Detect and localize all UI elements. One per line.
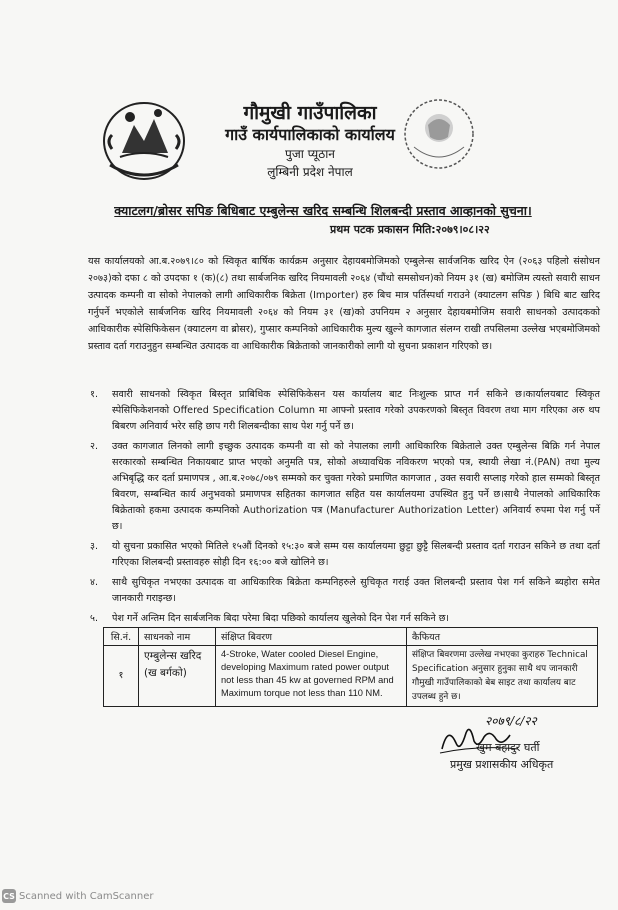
government-emblem-icon	[100, 95, 188, 183]
cell-sn: १	[104, 646, 139, 707]
list-item	[88, 539, 600, 571]
org-name: गौमुखी गाउँपालिका	[243, 102, 377, 124]
column-header-name: साधनको नाम	[139, 628, 216, 646]
office-province: लुम्बिनी प्रदेश नेपाल	[267, 165, 353, 179]
signature-date: २०७९/८/२२	[485, 714, 537, 728]
intro-paragraph: यस कार्यालयको आ.ब.२०७९।८० को स्विकृत बार्षिक कार्यक्रम अनुसार देहायबमोजिमको एम्बुलेन्स सार्वजनिक खरिद ऐन (२०६३ पहिलो संसोधन २०७३)को दफा ८ को उपदफा १ (क)(८) तथा सार्बजनिक खरिद नियमावली २०६४ (चौंथो समसोधन)को नियम ३१ (ख) बमोजिम त्यस्तो सवारी साधन उत्पादक कम्पनी वा सोको नेपालको लागी आधिकारीक बिक्रेता (Importer) हरु बिच मात्र पर्तिस्पर्धा गराउने (क्याटलग सपिङ ) बिधि बाट खरिद गर्नुपर्ने भएकोले सार्बजनिक खरिद नियमावली २०६४ को नियम ३१ (ख)को उपनियम २ अनुसार देहायबमोजिम सवारी साधनको उत्पादकको आधिकारीक स्पेसिफिकेसन (क्याटलग वा ब्रोसर), गुप्सार कम्पनिको आधिकारीक मुल्य खुल्ने कागजात संलग्न राखी तपसिलमा उल्लेख भएबमोजिमको प्रस्ताव दर्ता गराउनुहुन सम्बन्धित उत्पादक वा आधिकारीक बिक्रेताको जानकारीको लागी यो सुचना प्रकाशन गरिएको छ।	[88, 256, 600, 352]
ambulance-spec-table	[103, 627, 598, 707]
conditions-list	[88, 387, 600, 631]
signatory-title: प्रमुख प्रशासकीय अधिकृत	[450, 758, 554, 771]
list-item	[88, 575, 600, 607]
list-item-text: यो सुचना प्रकासित भएको मितिले १५औं दिनको १५:३० बजे सम्म यस कार्यालयमा छुट्टा छुट्टै सिलबन्दी प्रस्ताव दर्ता गराउन सकिने छ तथा दर्ता गरिएका शिलबन्दी प्रस्तावहरु सोही दिन १६:०० बजे खोलिने छ।	[112, 541, 600, 568]
cell-description: 4-Stroke, Water cooled Diesel Engine, developing Maximum rated power output not less than 45 kw at governed RPM and Maximum torque not less than 110 NM.	[216, 646, 407, 707]
table-header-row	[104, 628, 598, 646]
list-item-text: उक्त कागजात लिनको लागी इच्छुक उत्पादक कम्पनी वा सो को नेपालका लागी आधिकारिक बिक्रेताले उक्त एम्बुलेन्स बिक्रि गर्न नेपाल सरकारको सम्बन्धित निकायबाट प्राप्त भएको अनुमति पत्र, सोको अध्यावधिक नविकरण भएको पत्र, स्थायी लेखा नं.(PAN) तथा मुल्य अभिबृद्धि कर दर्ता प्रमाणपत्र , आ.ब.२०७८/०७९ सम्मको कर चुक्ता गरेको प्रमाणित कागजात , उक्त सवारी सप्लाइ गरेको हाल सम्मको बिस्तृत बिवरण, सम्बन्धित कार्य अनुभवको प्रमाणपत्र सहितका कागजात सहित यस कार्यालयमा उपस्थित हुनु पर्ने छ।साथै नेपालको आधिकारिक बिक्रेताको हकमा उत्पादक कम्पनिको Authorization पत्र (Manufacturer Authorization Letter) अनिवार्य रुपमा पेश गर्नु पर्ने छ।	[112, 441, 600, 532]
list-item-number: २.	[90, 441, 99, 452]
list-item	[88, 611, 600, 627]
list-item-number: ४.	[90, 577, 99, 588]
publish-date: प्रथम पटक प्रकासन मिति:२०७९।०८।२२	[330, 223, 490, 236]
list-item-number: ५.	[90, 613, 99, 624]
scanner-watermark	[2, 889, 154, 903]
camscanner-logo-icon: CS	[2, 889, 16, 903]
office-name: गाउँ कार्यपालिकाको कार्यालय	[225, 125, 395, 144]
list-item-text: सवारी साधनको स्विकृत बिस्तृत प्राबिधिक स्पेसिफिकेसन यस कार्यालय बाट निःशुल्क प्राप्त गर्न सकिने छ।कार्यालयबाट स्विकृत स्पेसिफिकेशनको Offered Specification Column मा आफ्नो प्रस्ताव गरेको उपकरणको बिस्तृत विवरण तथा माग गरिएका अरु थप बिबरण अनिवार्य भरेर सहि छाप गरी शिलबन्दीका साथ पेश गर्नु पर्ने छ।	[112, 389, 600, 432]
cell-name: एम्बुलेन्स खरिद (ख बर्गको)	[139, 646, 216, 707]
list-item-text: पेश गर्ने अन्तिम दिन सार्बजनिक बिदा परेमा बिदा पछिको कार्यालय खुलेको दिन पेश गर्न सकिने छ।	[112, 613, 450, 624]
list-item-number: ३.	[90, 541, 99, 552]
cell-remarks: संक्षिप्त बिवरणमा उल्लेख नभएका कुराहरु Technical Specification अनुसार हुनुका साथै थप जानकारी गौमुखी गाउँपालिकाको बेब साइट तथा कार्यालय बाट उपलब्ध हुने छ।	[407, 646, 598, 707]
table-row	[104, 646, 598, 707]
watermark-text: Scanned with CamScanner	[19, 890, 154, 902]
list-item-number: १.	[90, 389, 99, 400]
column-header-remarks: कैफियत	[407, 628, 598, 646]
list-item	[88, 387, 600, 435]
column-header-sn: सि.नं.	[104, 628, 139, 646]
column-header-description: संक्षिप्त बिवरण	[216, 628, 407, 646]
list-item-text: साथै सुचिकृत नभएका उत्पादक वा आधिकारिक बिक्रेता कम्पनिहरुले सुचिकृत गराई उक्त शिलबन्दी प्रस्ताव पेश गर्न सकिने ब्यहोरा समेत जानकारी गराइन्छ।	[112, 577, 600, 604]
notice-title: क्याटलग/ब्रोसर सपिङ बिधिबाट एम्बुलेन्स खरिद सम्बन्धि शिलबन्दी प्रस्ताव आव्हानको सुचना।	[114, 203, 532, 218]
office-stamp-icon	[400, 95, 478, 173]
list-item	[88, 439, 600, 535]
signatory-name: खुम बहादुर घर्ती	[476, 741, 540, 754]
office-location: पुजा प्यूठान	[285, 147, 335, 161]
